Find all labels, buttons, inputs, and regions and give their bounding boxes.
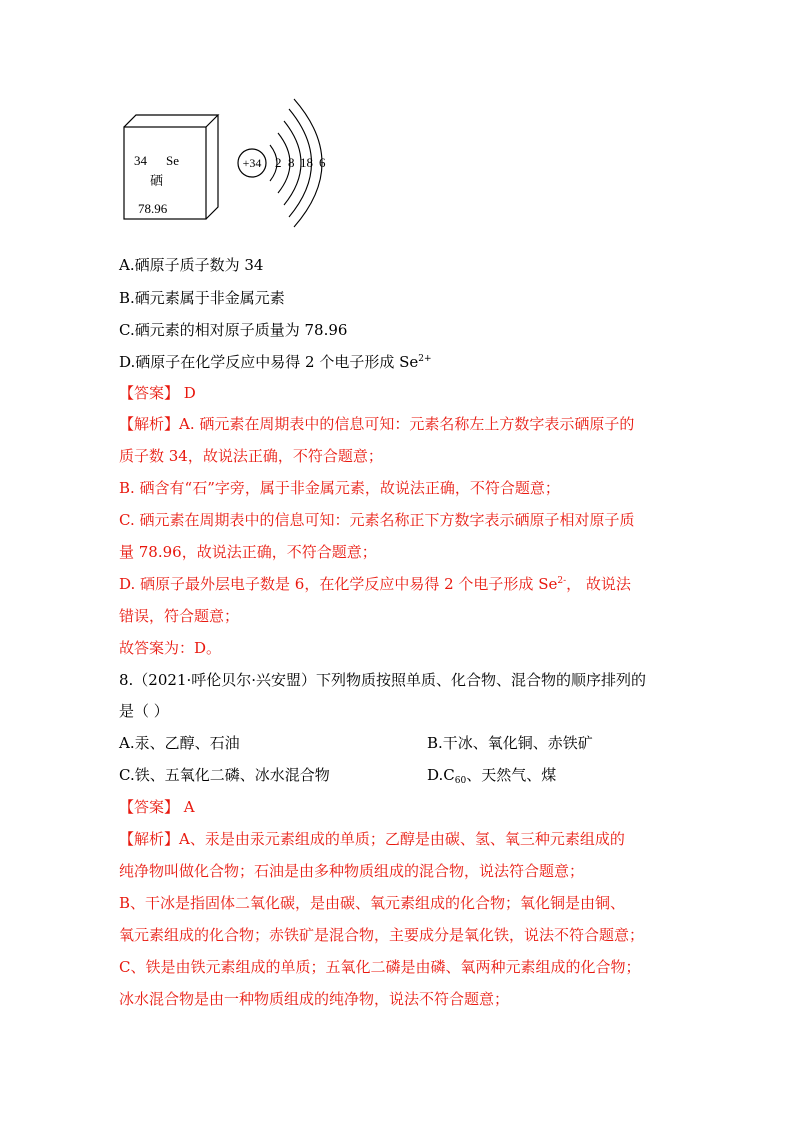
option-b: B.硒元素属于非金属元素 <box>119 289 285 307</box>
nucleus-charge: +34 <box>242 156 262 170</box>
option-d: D.硒原子在化学反应中易得 2 个电子形成 $Se^{2+}$ <box>119 353 432 371</box>
option-a: A.硒原子质子数为 34 <box>119 256 264 274</box>
answer-value: A <box>183 798 195 816</box>
atomic-mass: 78.96 <box>138 201 168 216</box>
analysis-line: 【解析】A. 硒元素在周期表中的信息可知：元素名称左上方数字表示硒原子的 <box>119 415 635 433</box>
answer-label: 【答案】 <box>119 384 180 402</box>
analysis-line: 【解析】A、汞是由汞元素组成的单质；乙醇是由碳、氢、氧三种元素组成的 <box>119 830 625 848</box>
analysis-line: 氧元素组成的化合物；赤铁矿是混合物，主要成分是氧化铁，说法不符合题意； <box>119 926 645 944</box>
shell-electrons: 8 <box>288 155 295 170</box>
shell-electrons: 18 <box>300 155 313 170</box>
analysis-line: 冰水混合物是由一种物质组成的纯净物，说法不符合题意； <box>119 990 510 1008</box>
analysis-line: C、铁是由铁元素组成的单质；五氧化二磷是由磷、氧两种元素组成的化合物； <box>119 958 641 976</box>
option-b: B.干冰、氧化铜、赤铁矿 <box>427 734 593 752</box>
analysis-line: B. 硒含有“石”字旁，属于非金属元素，故说法正确，不符合题意； <box>119 479 560 497</box>
shell-electrons: 2 <box>275 155 282 170</box>
analysis-line: B、干冰是指固体二氧化碳，是由碳、氧元素组成的化合物；氧化铜是由铜、 <box>119 894 626 912</box>
question-stem: 8.（2021·呼伦贝尔·兴安盟）下列物质按照单质、化合物、混合物的顺序排列的 <box>119 671 647 689</box>
analysis-line: 量 78.96，故说法正确，不符合题意； <box>119 543 377 561</box>
element-symbol: Se <box>166 153 179 168</box>
question-stem: 是（ ） <box>119 702 169 720</box>
analysis-line: 故答案为：D。 <box>119 639 222 657</box>
analysis-line: 错误，符合题意； <box>119 607 240 625</box>
shell-electrons: 6 <box>319 155 326 170</box>
analysis-line: D. 硒原子最外层电子数是 6，在化学反应中易得 2 个电子形成 $Se^{2-}$， 故说法 <box>119 575 631 593</box>
answer-value: D <box>183 384 196 402</box>
element-number: 34 <box>134 153 147 168</box>
atom-structure-diagram <box>238 99 326 227</box>
option-c: C.铁、五氧化二磷、冰水混合物 <box>119 766 330 784</box>
answer-label: 【答案】 <box>119 798 180 816</box>
selenium-figure <box>118 95 358 230</box>
option-a: A.汞、乙醇、石油 <box>119 734 240 752</box>
analysis-line: C. 硒元素在周期表中的信息可知：元素名称正下方数字表示硒原子相对原子质 <box>119 511 635 529</box>
analysis-line: 纯净物叫做化合物；石油是由多种物质组成的混合物，说法符合题意； <box>119 862 585 880</box>
answer-line <box>119 383 196 403</box>
analysis-line: 质子数 34，故说法正确，不符合题意； <box>119 447 383 465</box>
option-d: $D.C_{60}$、天然气、煤 <box>427 766 557 786</box>
option-c: C.硒元素的相对原子质量为 78.96 <box>119 321 348 339</box>
answer-line <box>119 797 195 817</box>
element-name: 硒 <box>150 174 164 189</box>
